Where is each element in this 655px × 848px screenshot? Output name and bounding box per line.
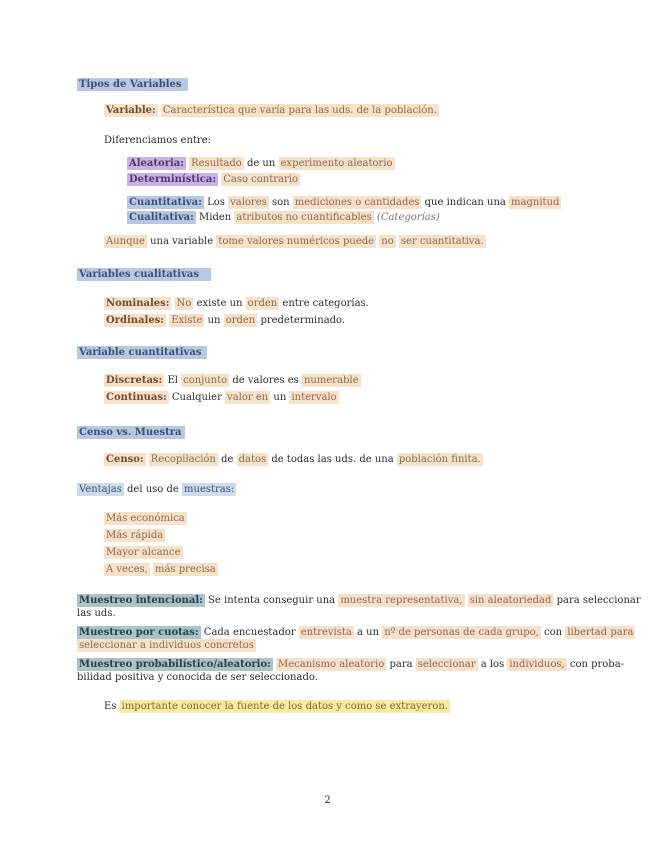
highlight-text: mediciones o cantidades [294, 197, 420, 208]
page-number: 2 [324, 795, 331, 806]
highlight-text: sin aleatoriedad [469, 595, 552, 606]
plain-text: para seleccionar [556, 595, 641, 606]
plain-text: bilidad positiva y conocida de ser seleccionado. [77, 672, 318, 683]
highlight-text: población finita. [398, 454, 481, 465]
highlight-text: valor en [227, 392, 269, 403]
highlight-text: Ventajas [79, 484, 122, 495]
heading-text: Variables cualitativas [77, 268, 211, 281]
term-label: Muestreo probabilístico/aleatorio: [79, 659, 271, 670]
plain-text: entre categorías. [282, 298, 369, 309]
plain-text: Cualquier [171, 392, 222, 403]
heading-text: Censo vs. Muestra [77, 426, 185, 439]
muestreo-cuotas-line1 [77, 626, 635, 639]
term-label: Determinística: [129, 174, 217, 185]
highlight-text: datos [238, 454, 267, 465]
aleatoria-line [127, 157, 395, 170]
ventaja-item [104, 512, 187, 525]
highlight-text: valores [230, 197, 267, 208]
highlight-text: numerable [303, 375, 359, 386]
plain-text: El [167, 375, 178, 386]
plain-text: de un [246, 158, 276, 169]
ordinales-line [104, 314, 345, 327]
highlight-text: intervalo [291, 392, 337, 403]
aunque-line [104, 235, 486, 248]
discretas-line [104, 374, 361, 387]
highlight-text: Mecanismo aleatorio [278, 659, 385, 670]
plain-text: Se intenta conseguir una [208, 595, 336, 606]
highlight-text: importante conocer la fuente de los datos y como se extrayeron. [121, 701, 448, 712]
highlight-text: muestra representativa, [340, 595, 463, 606]
plain-text: las uds. [77, 608, 116, 619]
highlight-text: tome valores numéricos puede [218, 236, 375, 247]
definition-text: Característica que varía para las uds. de la población. [162, 105, 437, 116]
plain-text: Los [207, 197, 225, 208]
plain-text: Cada encuestador [203, 627, 296, 638]
highlight-text: individuos, [509, 659, 565, 670]
plain-text: del uso de [127, 484, 179, 495]
highlight-text: nº de personas de cada grupo, [384, 627, 539, 638]
term-label: Censo: [106, 454, 144, 465]
highlight-text: magnitud [511, 197, 560, 208]
muestreo-probabilistico-line1 [77, 658, 624, 671]
diferenciamos-line [104, 134, 211, 147]
heading-variable-cuantitativas [77, 346, 207, 359]
plain-text: un [207, 315, 221, 326]
plain-text: con [544, 627, 563, 638]
highlight-text: seleccionar [417, 659, 476, 670]
plain-text: de todas las uds. de una [271, 454, 394, 465]
plain-text: Diferenciamos entre: [104, 135, 211, 146]
plain-text: existe un [196, 298, 243, 309]
highlight-text: entrevista [300, 627, 352, 638]
variable-definition [104, 104, 439, 117]
cuantitativa-line [127, 196, 561, 209]
highlight-text: experimento aleatorio [280, 158, 393, 169]
plain-text: a un [357, 627, 380, 638]
highlight-text: conjunto [183, 375, 228, 386]
ventaja-item [104, 563, 218, 576]
term-label: Aleatoria: [129, 158, 184, 169]
highlight-text: Más económica [106, 513, 185, 524]
plain-text: de [221, 454, 234, 465]
cualitativa-line [127, 211, 440, 224]
highlight-text: ser cuantitativa. [400, 236, 484, 247]
continuas-line [104, 391, 339, 404]
plain-text: son [271, 197, 290, 208]
heading-text: Tipos de Variables [77, 78, 188, 91]
highlight-text: orden [247, 298, 278, 309]
term-label: Continuas: [106, 392, 167, 403]
plain-text: Miden [199, 212, 232, 223]
plain-text: que indican una [424, 197, 506, 208]
ventaja-item [104, 546, 183, 559]
plain-text: con proba- [569, 659, 625, 670]
heading-text: Variable cuantitativas [77, 346, 207, 359]
highlight-text: Caso contrario [223, 174, 298, 185]
importante-line [104, 700, 450, 713]
term-label: Muestreo intencional: [79, 595, 203, 606]
deterministica-line [127, 173, 300, 186]
highlight-text: Aunque [106, 236, 145, 247]
muestreo-intencional-line1 [77, 594, 641, 607]
muestreo-probabilistico-line2 [77, 671, 318, 684]
term-label: Nominales: [106, 298, 170, 309]
censo-line [104, 453, 483, 466]
ventaja-item [104, 529, 165, 542]
plain-text: una variable [150, 236, 214, 247]
highlight-text: Existe [171, 315, 203, 326]
highlight-text: seleccionar a individuos concretos [79, 640, 254, 651]
highlight-text: Más rápida [106, 530, 164, 541]
highlight-text: muestras: [184, 484, 235, 495]
muestreo-cuotas-line2 [77, 639, 256, 652]
highlight-text: No [176, 298, 192, 309]
plain-text: un [273, 392, 287, 403]
plain-text: para [389, 659, 413, 670]
term-label: Discretas: [106, 375, 163, 386]
plain-text: predeterminado. [260, 315, 346, 326]
plain-text: a los [480, 659, 505, 670]
ventajas-line [77, 483, 236, 496]
plain-text: de valores es [232, 375, 299, 386]
term-label: Cualitativa: [129, 212, 194, 223]
italic-text: (Categorías) [376, 212, 440, 223]
highlight-text: Mayor alcance [106, 547, 181, 558]
muestreo-intencional-line2 [77, 607, 116, 620]
term-label: Muestreo por cuotas: [79, 627, 199, 638]
term-label: Cuantitativa: [129, 197, 202, 208]
plain-text: Es [104, 701, 117, 712]
highlight-text: más precisa [154, 564, 216, 575]
heading-variables-cualitativas [77, 268, 211, 281]
term-label: Variable: [106, 105, 156, 116]
highlight-text: atributos no cuantificables [236, 212, 372, 223]
highlight-text: libertad para [567, 627, 634, 638]
highlight-text: Recopilación [150, 454, 216, 465]
highlight-text: orden [225, 315, 256, 326]
heading-tipos-de-variables [77, 78, 188, 91]
nominales-line [104, 297, 369, 310]
term-label: Ordinales: [106, 315, 165, 326]
highlight-text: Resultado [191, 158, 242, 169]
highlight-text: no [381, 236, 394, 247]
highlight-text: A veces, [106, 564, 148, 575]
heading-censo-vs-muestra [77, 426, 185, 439]
